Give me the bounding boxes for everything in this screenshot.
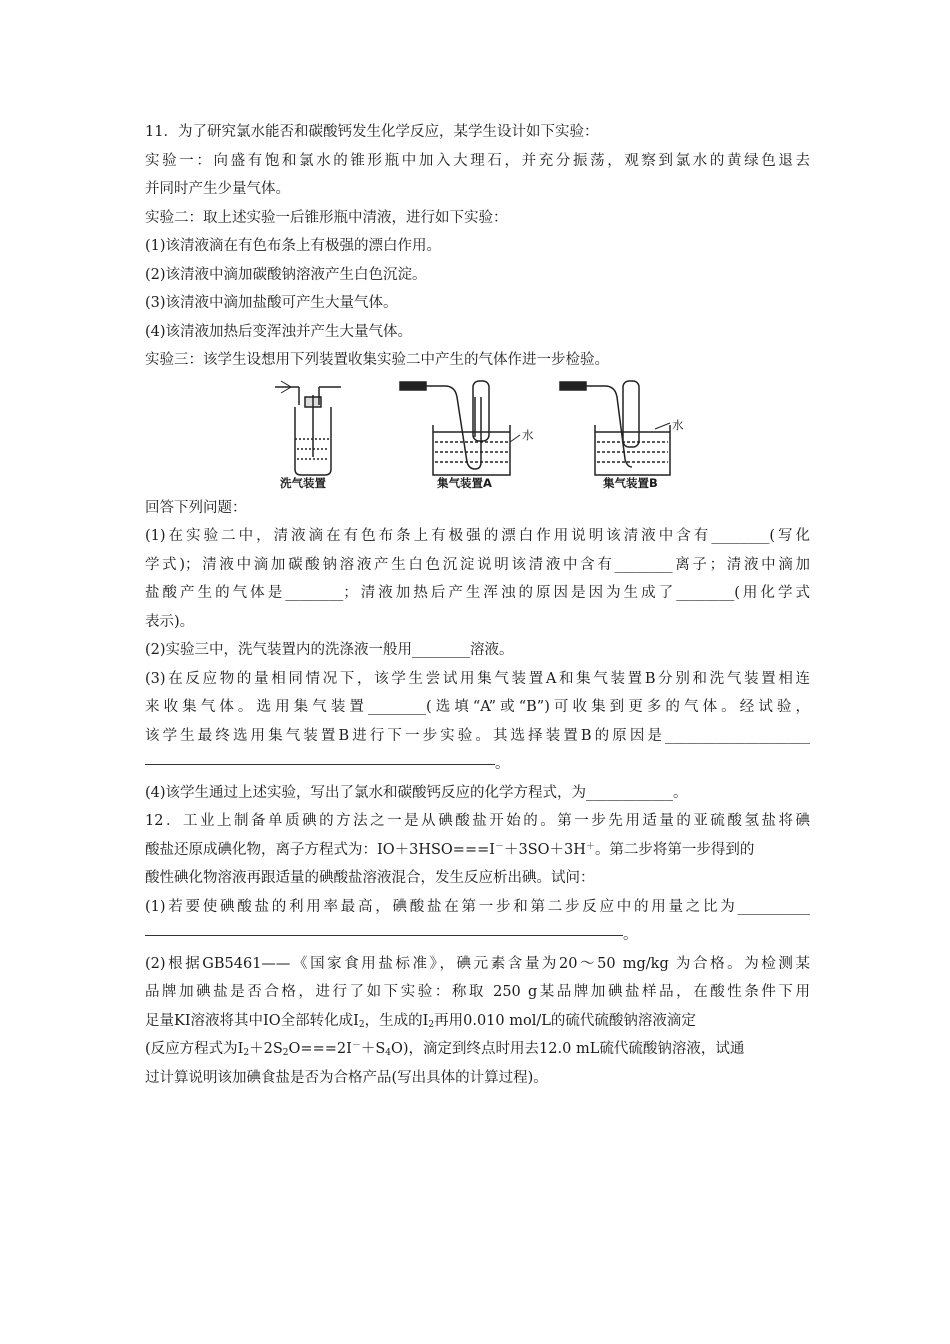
q12-s2-line1: (2)根据GB5461——《国家食用盐标准》，碘元素含量为20～50 mg/kg 为合格。为检测某 [145, 955, 810, 972]
collector-a-apparatus [400, 381, 520, 475]
q12-line1: 12．工业上制备单质碘的方法之一是从碘酸盐开始的。第一步先用适量的亚硫酸氢盐将碘 [145, 813, 810, 829]
wash-bottle-apparatus [275, 381, 341, 475]
q12-line3: 酸性碘化物溶液再跟适量的碘酸盐溶液混合，发生反应析出碘。试问： [145, 870, 595, 886]
answer-blank [145, 934, 623, 936]
q11-exp2: 实验二：取上述实验一后锥形瓶中清液，进行如下实验： [145, 209, 508, 226]
q11-exp2-item4: (4)该清液加热后变浑浊并产生大量气体。 [145, 323, 413, 340]
answer-intro: 回答下列问题： [145, 499, 247, 516]
q11-a3-line4: 。 [145, 750, 810, 779]
q12-s1-line1: (1)若要使碘酸盐的利用率最高，碘酸盐在第一步和第二步反应中的用量之比为__________ [145, 898, 810, 915]
q12-s1-line2: 。 [145, 921, 810, 950]
answer-blank [145, 763, 495, 765]
water-label-a: 水 [522, 427, 534, 442]
caption-collector-b: 集气装置B [603, 475, 658, 490]
q11-a1-line3: 盐酸产生的气体是________；清液加热后产生浑浊的原因是因为生成了________(用化学式 [145, 585, 810, 601]
water-label-b: 水 [672, 417, 684, 432]
q12-s2-line4: (反应方程式为$I_2+2S_2O===2I^-+S_4O$)，滴定到终点时用去12.0 mL硫代硫酸钠溶液，试通 [145, 1041, 745, 1058]
q12-s2-line5: 过计算说明该加碘食盐是否为合格产品(写出具体的计算过程)。 [145, 1069, 548, 1086]
apparatus-figure [145, 377, 810, 492]
collector-b-apparatus [560, 381, 670, 475]
q11-a1-line1: (1)在实验二中，清液滴在有色布条上有极强的漂白作用说明该清液中含有________(写化 [145, 528, 810, 544]
q11-intro: 11．为了研究氯水能否和碳酸钙发生化学反应，某学生设计如下实验： [145, 124, 599, 140]
q11-exp2-item2: (2)该清液中滴加碳酸钠溶液产生白色沉淀。 [145, 266, 427, 283]
q12-line2: 酸盐还原成碘化物，离子方程式为：IO＋3HSO===I－＋3SO＋3H＋。第二步将第一步得到的 [145, 841, 755, 858]
caption-wash-bottle: 洗气装置 [280, 475, 326, 490]
q11-a4: (4)该学生通过上述实验，写出了氯水和碳酸钙反应的化学方程式，为____________。 [145, 784, 688, 801]
q12-s2-line2: 品牌加碘盐是否合格，进行了如下实验：称取 250 g某品牌加碘盐样品，在酸性条件下用 [145, 984, 810, 1000]
caption-collector-a: 集气装置A [437, 475, 492, 490]
q12-s2-line3: 足量KI溶液将其中IO全部转化成$I_2$，生成的$I_2$再用0.010 mol/L的硫代硫酸钠溶液滴定 [145, 1012, 696, 1030]
q11-a1-line2: 学式)；清液中滴加碳酸钠溶液产生白色沉淀说明该清液中含有________离子；清液中滴加 [145, 556, 810, 573]
q11-exp2-item1: (1)该清液滴在有色布条上有极强的漂白作用。 [145, 238, 442, 254]
q11-a2: (2)实验三中，洗气装置内的洗涤液一般用________溶液。 [145, 642, 514, 658]
q11-exp1-line2: 并同时产生少量气体。 [145, 181, 290, 197]
q11-a1-line4: 表示)。 [145, 613, 195, 630]
q11-a3-line2: 来收集气体。选用集气装置________(选填“A”或“B”)可收集到更多的气体。经试验， [145, 699, 810, 715]
document-page [145, 118, 810, 1092]
q11-exp2-item3: (3)该清液中滴加盐酸可产生大量气体。 [145, 295, 398, 311]
q11-a3-line1: (3)在反应物的量相同情况下，该学生尝试用集气装置A和集气装置B分别和洗气装置相连 [145, 670, 810, 687]
q11-exp3: 实验三：该学生设想用下列装置收集实验二中产生的气体作进一步检验。 [145, 352, 609, 368]
q11-a3-line3: 该学生最终选用集气装置B进行下一步实验。其选择装置B的原因是____________________ [145, 727, 810, 744]
q11-exp1-line1: 实验一：向盛有饱和氯水的锥形瓶中加入大理石，并充分振荡，观察到氯水的黄绿色退去 [145, 152, 810, 169]
